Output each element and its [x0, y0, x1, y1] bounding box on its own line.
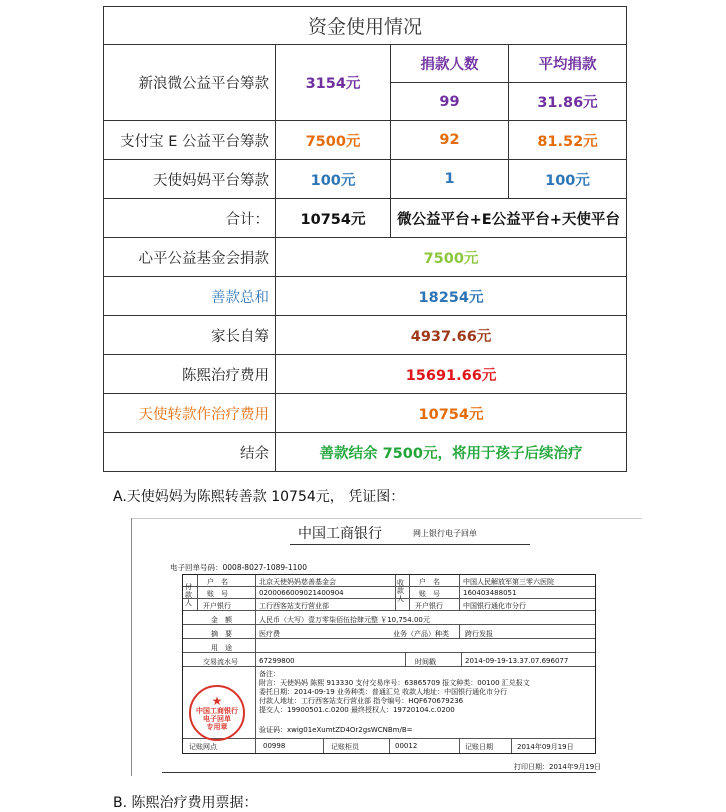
payee-name: 中国人民解放军第三零六医院 [463, 578, 554, 586]
xinping-label: 心平公益基金会捐款 [104, 238, 276, 277]
verify-code: 验证码：xwig01eXumtZD4Or2gsWCNBm/B= [259, 726, 413, 734]
subtotal-note: 微公益平台+E公益平台+天使平台 [391, 199, 627, 238]
teller-value: 00012 [395, 742, 418, 750]
seal-text-receipt: 电子回单 [203, 715, 231, 723]
use-label: 用 途 [211, 644, 232, 652]
xinping-amount: 7500元 [276, 238, 627, 277]
receipt-bottom-rule [162, 772, 596, 773]
bank-name: 中国工商银行 [298, 526, 382, 542]
remarks-line-1: 备注： [259, 670, 280, 678]
receipt-top-edge [132, 518, 642, 519]
angel-donors: 1 [391, 160, 509, 199]
bank-subtitle: 网上银行电子回单 [413, 529, 477, 538]
remarks-line-3: 委托日期：2014-09-19 业务种类：普通汇兑 收款人地址：中国银行通化市分行 [259, 688, 508, 696]
payee-side-label: 收款人 [397, 579, 404, 603]
alipay-donors: 92 [391, 121, 509, 160]
branch-label: 记账网点 [189, 743, 217, 751]
angel-amount: 100元 [276, 160, 391, 199]
product-value: 跨行发报 [465, 630, 493, 638]
treatment-amount: 15691.66元 [276, 355, 627, 394]
time-label: 时间戳 [415, 658, 436, 666]
fund-usage-table [103, 6, 627, 472]
amount-label: 金 额 [211, 616, 232, 624]
amount-value: 人民币（大写）壹万零柒佰伍拾肆元整 ￥10,754.00元 [259, 616, 430, 624]
payee-account-label: 账 号 [419, 590, 440, 598]
treatment-label: 陈熙治疗费用 [104, 355, 276, 394]
family-amount: 4937.66元 [276, 316, 627, 355]
remarks-line-4: 付款人地址：工行西客站支行营业部 指令编号：HQF670679236 [259, 697, 464, 705]
bank-receipt-image [131, 518, 641, 776]
subtotal-label: 合计： [104, 199, 276, 238]
date-label: 记账日期 [465, 743, 493, 751]
balance-label: 结余 [104, 433, 276, 472]
txn-value: 67299800 [259, 657, 295, 665]
seal-text-dedicated: 专用章 [206, 723, 228, 731]
avg-header: 平均捐款 [509, 45, 627, 83]
family-label: 家长自筹 [104, 316, 276, 355]
alipay-label: 支付宝 E 公益平台筹款 [104, 121, 276, 160]
payer-side-label: 付款人 [185, 583, 192, 607]
payer-name-label: 户 名 [207, 578, 228, 586]
weibo-avg: 31.86元 [509, 83, 627, 121]
total-amount: 18254元 [276, 277, 627, 316]
date-value: 2014年09月19日 [517, 743, 574, 751]
branch-value: 00998 [263, 742, 286, 750]
payer-account-label: 账 号 [207, 590, 228, 598]
weibo-donors: 99 [391, 83, 509, 121]
payer-account: 0200066009021400904 [259, 589, 344, 597]
weibo-label: 新浪微公益平台筹款 [104, 45, 276, 121]
angel-avg: 100元 [509, 160, 627, 199]
donors-header: 捐款人数 [391, 45, 509, 83]
receipt-form [182, 574, 596, 754]
alipay-avg: 81.52元 [509, 121, 627, 160]
summary-value: 医疗费 [259, 630, 280, 638]
payer-name: 北京天使妈妈慈善基金会 [259, 578, 336, 586]
transfer-label: 天使转款作治疗费用 [104, 394, 276, 433]
transfer-amount: 10754元 [276, 394, 627, 433]
total-label: 善款总和 [104, 277, 276, 316]
payee-bank-label: 开户银行 [415, 602, 443, 610]
seal-star-icon: ★ [211, 694, 223, 708]
angel-label: 天使妈妈平台筹款 [104, 160, 276, 199]
caption-a: A.天使妈妈为陈熙转善款 10754元， 凭证图： [113, 489, 405, 505]
remarks-line-2: 附言：天使妈妈 陈熙 913330 支付交易序号：63865709 报文种类：00100 汇兑报文 [259, 679, 530, 687]
payee-name-label: 户 名 [419, 578, 440, 586]
bank-seal-stamp [189, 685, 245, 741]
alipay-amount: 7500元 [276, 121, 391, 160]
receipt-number: 电子回单号码：0008-8027-1089-1100 [170, 563, 307, 572]
payee-bank: 中国银行通化市分行 [463, 602, 526, 610]
caption-b: B. 陈熙治疗费用票据： [113, 795, 258, 811]
remarks-line-5: 提交人：19900501.c.0200 最终授权人：19720104.c.0200 [259, 706, 455, 714]
print-date: 打印日期：2014年9月19日 [514, 763, 602, 771]
subtotal-amount: 10754元 [276, 199, 391, 238]
header-rule [290, 544, 530, 545]
txn-label: 交易流水号 [203, 658, 238, 666]
product-label: 业务（产品）种类 [393, 630, 449, 638]
weibo-amount: 3154元 [276, 45, 391, 121]
payee-account: 160403488051 [463, 589, 517, 597]
balance-value: 善款结余 7500元，将用于孩子后续治疗 [276, 433, 627, 472]
teller-label: 记账柜员 [331, 743, 359, 751]
time-value: 2014-09-19-13.37.07.696077 [465, 657, 569, 665]
payer-bank: 工行西客站支行营业部 [259, 602, 329, 610]
seal-text-bank: 中国工商银行 [196, 707, 238, 715]
payer-bank-label: 开户银行 [203, 602, 231, 610]
table-title: 资金使用情况 [104, 7, 627, 45]
summary-label: 摘 要 [211, 630, 232, 638]
